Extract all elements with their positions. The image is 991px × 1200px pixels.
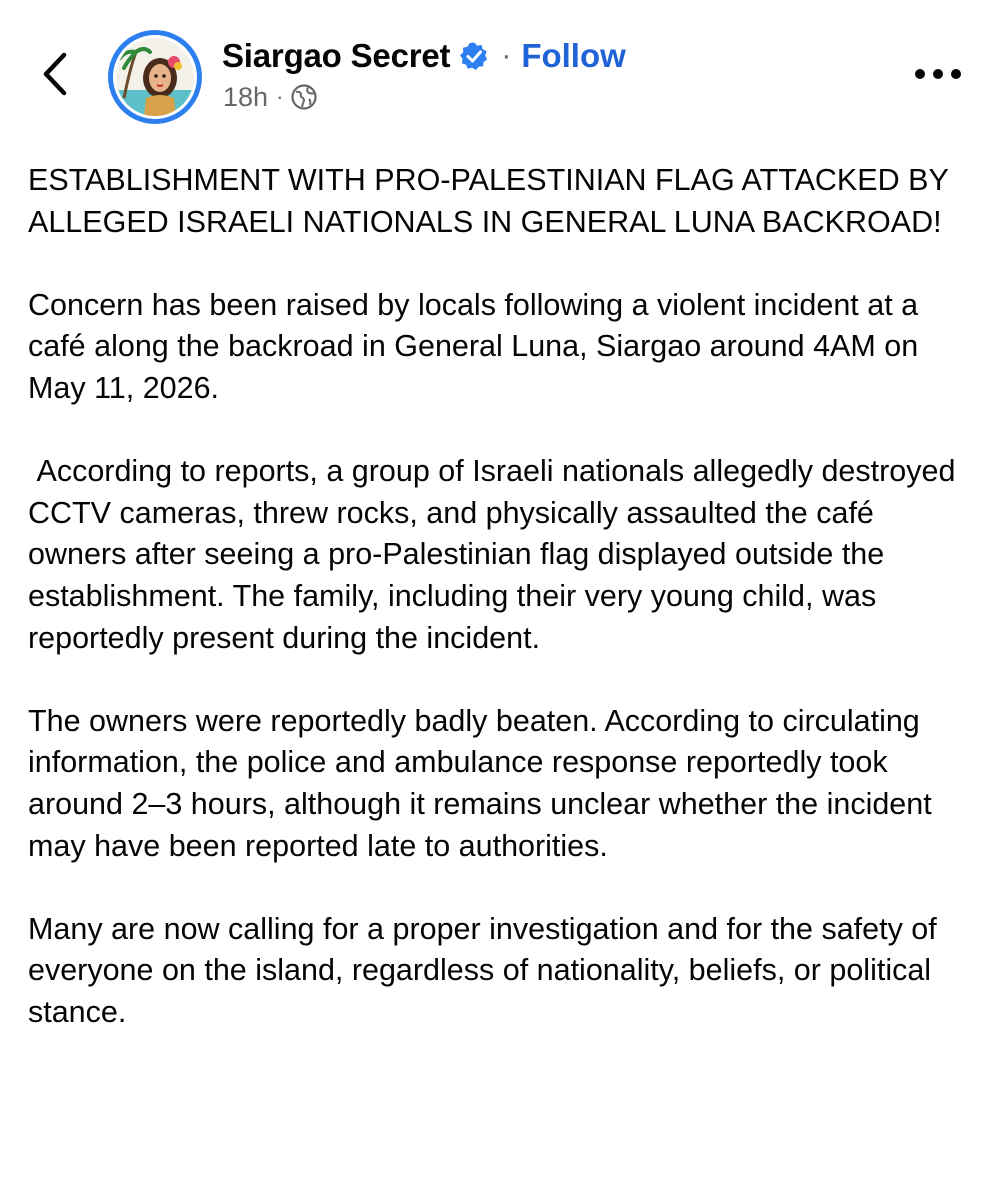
globe-icon (291, 84, 317, 110)
post-headline: ESTABLISHMENT WITH PRO-PALESTINIAN FLAG ATTACKED BY ALLEGED ISRAELI NATIONALS IN GENERAL LUNA BACKROAD! (28, 163, 956, 239)
back-button[interactable] (30, 46, 80, 102)
verified-badge-icon (459, 41, 489, 71)
post-meta (223, 80, 317, 114)
post-paragraph: Concern has been raised by locals following a violent incident at a café along the backroad in General Luna, Siargao around 4AM on May 11, 2026. (28, 287, 927, 405)
post-time[interactable]: 18h (223, 81, 269, 112)
page-name-row (222, 34, 626, 78)
chevron-left-icon (40, 51, 70, 97)
post-text (28, 160, 976, 1033)
avatar-image (113, 35, 197, 119)
post-header (0, 0, 991, 150)
post-paragraph: According to reports, a group of Israeli nationals allegedly destroyed CCTV cameras, threw rocks, and physically assaulted the café owners after seeing a pro-Palestinian flag displayed outside the establishment. The family, including their very young child, was reportedly present during the incident. (28, 454, 964, 655)
meta-separator: · (276, 84, 284, 109)
more-horizontal-icon (913, 67, 963, 81)
page-avatar[interactable] (108, 30, 202, 124)
page-name[interactable]: Siargao Secret (222, 37, 451, 74)
post-paragraph: Many are now calling for a proper investigation and for the safety of everyone on the island, regardless of nationality, beliefs, or political stance. (28, 911, 946, 1029)
name-separator: · (501, 39, 512, 72)
post-paragraph: The owners were reportedly badly beaten. According to circulating information, the police and ambulance response reportedly took around 2–3 hours, although it remains unclear whether the incident may have been reported late to authorities. (28, 703, 941, 863)
follow-button[interactable]: Follow (521, 37, 626, 74)
more-options-button[interactable] (910, 56, 966, 92)
